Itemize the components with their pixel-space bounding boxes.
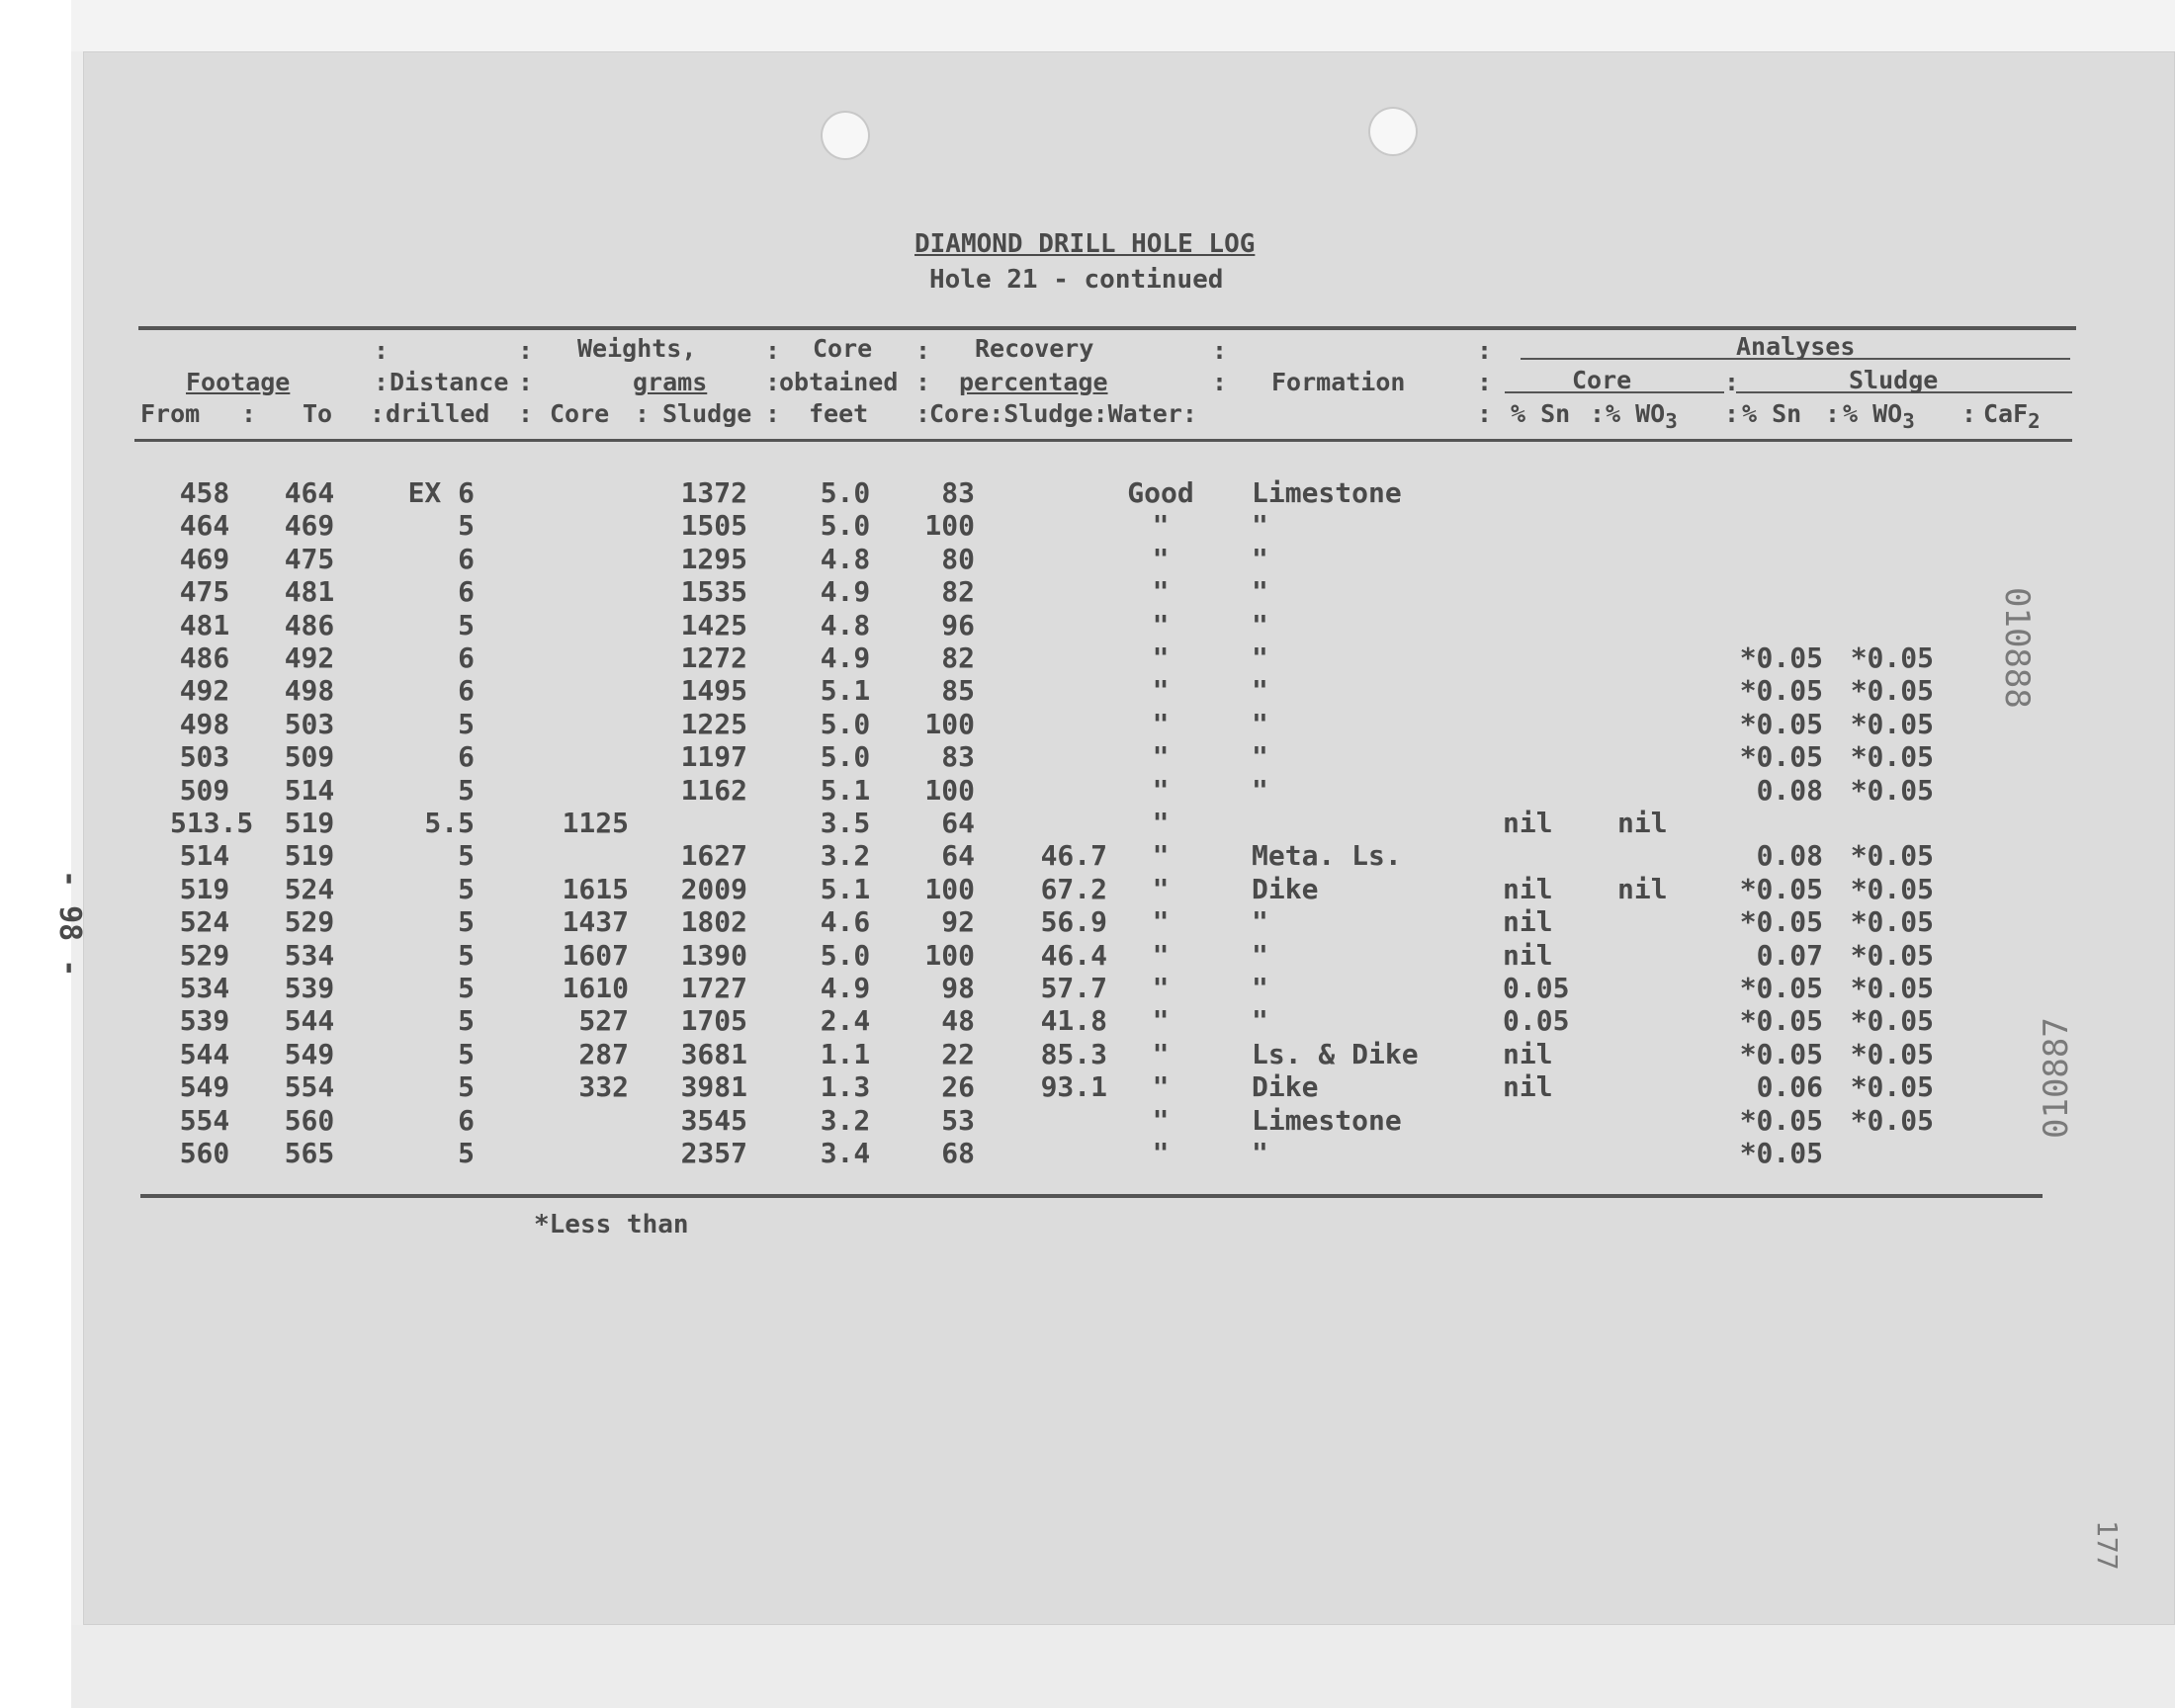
colon-sep: : <box>241 399 257 428</box>
cell-from: 486 <box>179 641 230 674</box>
cell-to: 503 <box>284 707 335 740</box>
cell-to: 464 <box>284 476 335 509</box>
cell-distance: 6 <box>458 641 475 674</box>
colon-sep: : <box>518 399 534 428</box>
core-obtained-header-3: feet <box>809 399 869 428</box>
scan-left-margin <box>0 0 71 1708</box>
recovery-percentage-header: percentage <box>959 368 1108 396</box>
cell-rec-core: 92 <box>941 905 975 939</box>
punch-hole-left <box>823 113 868 158</box>
cell-from: 534 <box>179 972 230 1004</box>
cell-from: 475 <box>179 575 230 609</box>
cell-sludge-sn: 0.06 <box>1756 1070 1823 1104</box>
core-obtained-header-1: Core <box>813 334 873 363</box>
cell-weight-sludge: 2009 <box>680 872 747 905</box>
cell-formation: " <box>1252 1004 1268 1038</box>
cell-weight-sludge: 3545 <box>680 1103 747 1137</box>
cell-weight-core: 1607 <box>562 938 629 972</box>
cell-to: 549 <box>284 1037 335 1070</box>
cell-to: 475 <box>284 542 335 575</box>
cell-to: 519 <box>284 839 335 873</box>
cell-weight-sludge: 1197 <box>680 740 747 774</box>
cell-distance: 5 <box>458 872 475 905</box>
cell-water: " <box>1152 872 1170 905</box>
punch-hole-right <box>1370 109 1416 154</box>
cell-water: " <box>1152 839 1170 873</box>
cell-sludge-sn: *0.05 <box>1739 674 1823 708</box>
cell-water: " <box>1152 938 1170 972</box>
cell-sludge-wo3: *0.05 <box>1850 740 1934 774</box>
cell-rec-core: 83 <box>941 740 975 774</box>
colon-sep: : <box>1477 399 1493 428</box>
cell-from: 498 <box>179 707 230 740</box>
core-wo3-header: % $WO_3$ <box>1606 399 1678 433</box>
cell-weight-sludge: 1627 <box>680 839 747 873</box>
cell-to: 486 <box>284 608 335 641</box>
cell-core-feet: 3.4 <box>820 1137 871 1169</box>
cell-to: 544 <box>284 1004 335 1038</box>
cell-formation: Dike <box>1252 1070 1319 1104</box>
cell-sludge-wo3: *0.05 <box>1850 1070 1934 1104</box>
caf2-label: CaF <box>1983 399 2029 428</box>
colon-sep: : <box>1825 399 1841 428</box>
cell-distance: 5 <box>458 707 475 740</box>
footage-header: Footage <box>186 368 291 396</box>
cell-core-feet: 5.0 <box>820 476 871 509</box>
cell-distance: 5 <box>458 773 475 807</box>
cell-weight-core: 1125 <box>562 807 629 839</box>
cell-formation: Dike <box>1252 872 1319 905</box>
side-page-number: - 98 - <box>52 870 87 978</box>
cell-from: 560 <box>179 1137 230 1169</box>
cell-sludge-wo3: *0.05 <box>1850 674 1934 708</box>
corner-mark: 177 <box>2091 1520 2124 1571</box>
cell-core-sn: 0.05 <box>1503 1004 1570 1038</box>
cell-weight-core: 1610 <box>562 972 629 1004</box>
cell-weight-sludge: 1162 <box>680 773 747 807</box>
cell-rec-core: 82 <box>941 641 975 674</box>
cell-to: 498 <box>284 674 335 708</box>
cell-distance: 5 <box>458 1137 475 1169</box>
cell-formation: " <box>1252 674 1268 708</box>
cell-weight-sludge: 1535 <box>680 575 747 609</box>
to-header: To <box>303 399 333 428</box>
cell-core-sn: nil <box>1503 872 1553 905</box>
cell-core-feet: 1.3 <box>820 1070 871 1104</box>
cell-weight-sludge: 1272 <box>680 641 747 674</box>
header-bottom-rule <box>134 439 2072 442</box>
cell-to: 560 <box>284 1103 335 1137</box>
cell-sludge-sn: 0.08 <box>1756 773 1823 807</box>
cell-rec-sludge: 85.3 <box>1040 1037 1107 1070</box>
weights-core-header: Core <box>550 399 610 428</box>
cell-sludge-sn: *0.05 <box>1739 1037 1823 1070</box>
cell-water: " <box>1152 707 1170 740</box>
cell-core-feet: 5.1 <box>820 773 871 807</box>
recovery-sub-header: Core:Sludge:Water: <box>929 399 1197 428</box>
cell-rec-core: 53 <box>941 1103 975 1137</box>
cell-core-feet: 4.8 <box>820 542 871 575</box>
cell-rec-core: 100 <box>924 773 975 807</box>
cell-rec-sludge: 46.4 <box>1040 938 1107 972</box>
cell-to: 539 <box>284 972 335 1004</box>
cell-water: " <box>1152 807 1170 839</box>
cell-weight-core: 332 <box>578 1070 629 1104</box>
cell-rec-sludge: 46.7 <box>1040 839 1107 873</box>
cell-rec-core: 85 <box>941 674 975 708</box>
cell-core-sn: nil <box>1503 1070 1553 1104</box>
cell-sludge-sn: *0.05 <box>1739 872 1823 905</box>
cell-from: 503 <box>179 740 230 774</box>
cell-from: 458 <box>179 476 230 509</box>
cell-rec-sludge: 41.8 <box>1040 1004 1107 1038</box>
cell-rec-core: 82 <box>941 575 975 609</box>
cell-from: 513.5 <box>170 807 254 839</box>
cell-water: " <box>1152 740 1170 774</box>
cell-weight-sludge: 2357 <box>680 1137 747 1169</box>
cell-formation: " <box>1252 773 1268 807</box>
cell-core-feet: 4.9 <box>820 641 871 674</box>
colon-sep: : <box>1477 368 1493 396</box>
cell-weight-sludge: 1372 <box>680 476 747 509</box>
cell-distance: 5 <box>458 839 475 873</box>
cell-water: " <box>1152 542 1170 575</box>
cell-distance: 6 <box>458 575 475 609</box>
cell-sludge-sn: *0.05 <box>1739 905 1823 939</box>
cell-sludge-sn: *0.05 <box>1739 707 1823 740</box>
cell-rec-core: 68 <box>941 1137 975 1169</box>
colon-sep: : <box>1724 368 1740 396</box>
cell-sludge-wo3: *0.05 <box>1850 938 1934 972</box>
cell-rec-core: 100 <box>924 872 975 905</box>
cell-from: 469 <box>179 542 230 575</box>
cell-to: 514 <box>284 773 335 807</box>
colon-sep: : <box>374 368 390 396</box>
cell-from: 509 <box>179 773 230 807</box>
cell-from: 492 <box>179 674 230 708</box>
colon-sep: : <box>1477 336 1493 365</box>
cell-core-sn: nil <box>1503 938 1553 972</box>
cell-core-sn: 0.05 <box>1503 972 1570 1004</box>
analyses-core-header: Core <box>1572 366 1632 394</box>
cell-sludge-sn: 0.08 <box>1756 839 1823 873</box>
weights-grams-header: grams <box>633 368 708 396</box>
cell-water: " <box>1152 773 1170 807</box>
cell-rec-core: 26 <box>941 1070 975 1104</box>
cell-to: 529 <box>284 905 335 939</box>
colon-sep: : <box>518 368 534 396</box>
header-top-rule <box>138 326 2076 330</box>
cell-formation: " <box>1252 905 1268 939</box>
cell-weight-sludge: 1705 <box>680 1004 747 1038</box>
cell-formation: Meta. Ls. <box>1252 839 1402 873</box>
cell-core-feet: 4.9 <box>820 972 871 1004</box>
cell-formation: Ls. & Dike <box>1252 1037 1419 1070</box>
from-header: From <box>140 399 201 428</box>
footnote: *Less than <box>534 1210 689 1239</box>
colon-sep: : <box>765 399 781 428</box>
cell-from: 464 <box>179 509 230 543</box>
cell-rec-sludge: 57.7 <box>1040 972 1107 1004</box>
cell-sludge-wo3: *0.05 <box>1850 1103 1934 1137</box>
cell-to: 492 <box>284 641 335 674</box>
cell-water: " <box>1152 1103 1170 1137</box>
cell-core-feet: 5.1 <box>820 872 871 905</box>
cell-to: 534 <box>284 938 335 972</box>
caf2-header: CaF$_2$ <box>1983 399 2041 433</box>
colon-sep: : <box>1590 399 1606 428</box>
cell-from: 539 <box>179 1004 230 1038</box>
cell-distance: 5 <box>458 905 475 939</box>
cell-sludge-sn: *0.05 <box>1739 972 1823 1004</box>
cell-weight-sludge: 1295 <box>680 542 747 575</box>
colon-sep: : <box>635 399 651 428</box>
cell-sludge-sn: *0.05 <box>1739 1103 1823 1137</box>
cell-core-feet: 1.1 <box>820 1037 871 1070</box>
cell-distance: 6 <box>458 740 475 774</box>
cell-rec-sludge: 67.2 <box>1040 872 1107 905</box>
cell-distance: 5 <box>458 509 475 543</box>
document-subtitle: Hole 21 - continued <box>929 265 1224 295</box>
cell-formation: Limestone <box>1252 1103 1402 1137</box>
cell-weight-sludge: 1802 <box>680 905 747 939</box>
cell-weight-core: 287 <box>578 1037 629 1070</box>
cell-weight-core: 527 <box>578 1004 629 1038</box>
cell-rec-core: 96 <box>941 608 975 641</box>
colon-sep: : <box>1724 399 1740 428</box>
cell-core-feet: 4.9 <box>820 575 871 609</box>
core-obtained-header-2: obtained <box>779 368 899 396</box>
cell-from: 544 <box>179 1037 230 1070</box>
cell-distance: 6 <box>458 1103 475 1137</box>
colon-sep: : <box>1212 336 1228 365</box>
colon-sep: : <box>518 336 534 365</box>
colon-sep: : <box>1212 368 1228 396</box>
cell-water: " <box>1152 674 1170 708</box>
cell-weight-sludge: 1727 <box>680 972 747 1004</box>
cell-formation: " <box>1252 938 1268 972</box>
cell-sludge-wo3: *0.05 <box>1850 1037 1934 1070</box>
cell-sludge-wo3: *0.05 <box>1850 1004 1934 1038</box>
cell-distance: EX 6 <box>407 476 475 509</box>
cell-formation: Limestone <box>1252 476 1402 509</box>
cell-weight-sludge: 3681 <box>680 1037 747 1070</box>
cell-water: " <box>1152 1070 1170 1104</box>
cell-water: " <box>1152 575 1170 609</box>
cell-core-sn: nil <box>1503 1037 1553 1070</box>
margin-stamp-lower: 010887 <box>2037 1017 2076 1139</box>
analyses-sludge-header: Sludge <box>1849 366 1939 394</box>
distance-header-2: drilled <box>386 399 490 428</box>
cell-formation: " <box>1252 608 1268 641</box>
cell-sludge-wo3: *0.05 <box>1850 773 1934 807</box>
cell-formation: " <box>1252 707 1268 740</box>
distance-header-1: Distance <box>390 368 509 396</box>
cell-rec-core: 100 <box>924 509 975 543</box>
cell-from: 549 <box>179 1070 230 1104</box>
cell-rec-core: 83 <box>941 476 975 509</box>
cell-sludge-sn: *0.05 <box>1739 1137 1823 1169</box>
cell-to: 524 <box>284 872 335 905</box>
cell-weight-sludge: 1390 <box>680 938 747 972</box>
cell-weight-sludge: 1225 <box>680 707 747 740</box>
cell-water: " <box>1152 1137 1170 1169</box>
cell-from: 519 <box>179 872 230 905</box>
cell-weight-core: 1437 <box>562 905 629 939</box>
table-bottom-rule <box>140 1194 2043 1198</box>
sludge-wo3-label: % WO <box>1843 399 1903 428</box>
cell-to: 481 <box>284 575 335 609</box>
scan-bottom-margin <box>71 1625 2175 1708</box>
cell-core-wo3: nil <box>1617 872 1668 905</box>
cell-sludge-wo3: *0.05 <box>1850 839 1934 873</box>
cell-sludge-sn: 0.07 <box>1756 938 1823 972</box>
weights-header: Weights, <box>577 334 697 363</box>
cell-rec-core: 100 <box>924 938 975 972</box>
scan-top-margin <box>71 0 2175 51</box>
cell-distance: 6 <box>458 674 475 708</box>
cell-distance: 5 <box>458 972 475 1004</box>
analyses-header: Analyses <box>1736 332 1856 361</box>
cell-weight-sludge: 3981 <box>680 1070 747 1104</box>
cell-distance: 5 <box>458 938 475 972</box>
cell-rec-core: 98 <box>941 972 975 1004</box>
cell-sludge-wo3: *0.05 <box>1850 641 1934 674</box>
cell-core-sn: nil <box>1503 905 1553 939</box>
cell-rec-core: 64 <box>941 839 975 873</box>
cell-sludge-wo3: *0.05 <box>1850 872 1934 905</box>
cell-core-feet: 5.0 <box>820 707 871 740</box>
cell-water: " <box>1152 1004 1170 1038</box>
colon-sep: : <box>915 399 931 428</box>
colon-sep: : <box>374 336 390 365</box>
sludge-wo3-header: % $WO_3$ <box>1843 399 1915 433</box>
colon-sep: : <box>1961 399 1977 428</box>
cell-sludge-sn: *0.05 <box>1739 740 1823 774</box>
cell-distance: 5 <box>458 1004 475 1038</box>
document-title: DIAMOND DRILL HOLE LOG <box>914 229 1256 259</box>
cell-core-feet: 3.2 <box>820 1103 871 1137</box>
colon-sep: : <box>915 368 931 396</box>
cell-core-sn: nil <box>1503 807 1553 839</box>
cell-weight-core: 1615 <box>562 872 629 905</box>
cell-distance: 5.5 <box>424 807 475 839</box>
cell-core-feet: 2.4 <box>820 1004 871 1038</box>
cell-formation: " <box>1252 1137 1268 1169</box>
cell-weight-sludge: 1495 <box>680 674 747 708</box>
cell-rec-core: 64 <box>941 807 975 839</box>
recovery-header: Recovery <box>975 334 1094 363</box>
cell-water: " <box>1152 1037 1170 1070</box>
cell-sludge-wo3: *0.05 <box>1850 972 1934 1004</box>
cell-to: 519 <box>284 807 335 839</box>
cell-rec-core: 80 <box>941 542 975 575</box>
colon-sep: : <box>765 368 781 396</box>
cell-water: " <box>1152 641 1170 674</box>
cell-distance: 6 <box>458 542 475 575</box>
cell-rec-sludge: 56.9 <box>1040 905 1107 939</box>
cell-weight-sludge: 1425 <box>680 608 747 641</box>
colon-sep: : <box>765 336 781 365</box>
cell-to: 509 <box>284 740 335 774</box>
cell-formation: " <box>1252 972 1268 1004</box>
cell-rec-core: 48 <box>941 1004 975 1038</box>
cell-rec-sludge: 93.1 <box>1040 1070 1107 1104</box>
core-wo3-label: % WO <box>1606 399 1666 428</box>
cell-distance: 5 <box>458 1037 475 1070</box>
cell-formation: " <box>1252 509 1268 543</box>
cell-sludge-wo3: *0.05 <box>1850 707 1934 740</box>
sludge-sn-header: % Sn <box>1742 399 1802 428</box>
cell-water: " <box>1152 905 1170 939</box>
cell-water: Good <box>1127 476 1194 509</box>
cell-rec-core: 100 <box>924 707 975 740</box>
cell-from: 514 <box>179 839 230 873</box>
cell-weight-sludge: 1505 <box>680 509 747 543</box>
colon-sep: : <box>915 336 931 365</box>
cell-formation: " <box>1252 740 1268 774</box>
cell-formation: " <box>1252 641 1268 674</box>
cell-distance: 5 <box>458 608 475 641</box>
cell-sludge-sn: *0.05 <box>1739 1004 1823 1038</box>
cell-sludge-sn: *0.05 <box>1739 641 1823 674</box>
cell-core-feet: 3.2 <box>820 839 871 873</box>
formation-header: Formation <box>1271 368 1406 396</box>
core-sn-header: % Sn <box>1511 399 1571 428</box>
colon-sep: : <box>370 399 386 428</box>
weights-sludge-header: Sludge <box>662 399 752 428</box>
margin-stamp-upper: 010888 <box>1997 587 2037 709</box>
cell-formation: " <box>1252 575 1268 609</box>
cell-core-feet: 5.0 <box>820 938 871 972</box>
cell-core-feet: 4.8 <box>820 608 871 641</box>
cell-formation: " <box>1252 542 1268 575</box>
cell-core-feet: 5.1 <box>820 674 871 708</box>
cell-from: 554 <box>179 1103 230 1137</box>
cell-distance: 5 <box>458 1070 475 1104</box>
cell-water: " <box>1152 972 1170 1004</box>
cell-core-feet: 5.0 <box>820 740 871 774</box>
cell-core-feet: 4.6 <box>820 905 871 939</box>
cell-rec-core: 22 <box>941 1037 975 1070</box>
cell-core-wo3: nil <box>1617 807 1668 839</box>
cell-sludge-wo3: *0.05 <box>1850 905 1934 939</box>
cell-from: 481 <box>179 608 230 641</box>
cell-to: 469 <box>284 509 335 543</box>
cell-water: " <box>1152 608 1170 641</box>
cell-to: 554 <box>284 1070 335 1104</box>
cell-to: 565 <box>284 1137 335 1169</box>
cell-core-feet: 5.0 <box>820 509 871 543</box>
cell-from: 524 <box>179 905 230 939</box>
cell-core-feet: 3.5 <box>820 807 871 839</box>
cell-from: 529 <box>179 938 230 972</box>
cell-water: " <box>1152 509 1170 543</box>
